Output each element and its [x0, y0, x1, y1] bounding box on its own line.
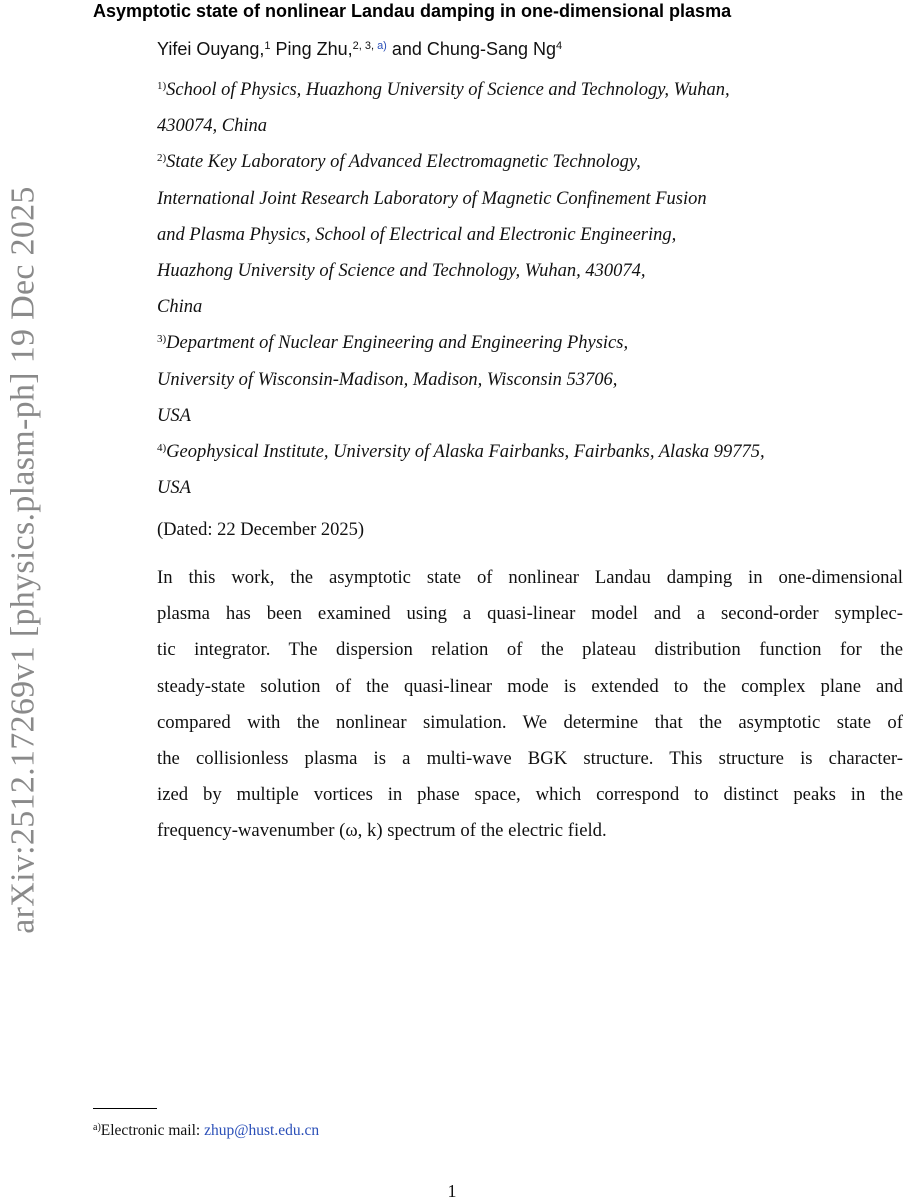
author-ouyang-affil: 1 — [264, 40, 271, 52]
footnote-label: Electronic mail: — [100, 1122, 201, 1139]
abstract-line: compared with the nonlinear simulation. We determine that the asymptotic state of — [157, 711, 903, 733]
author-ouyang: Yifei Ouyang, — [157, 39, 265, 59]
affiliation-mark: 1) — [157, 80, 167, 92]
affiliation-line: University of Wisconsin-Madison, Madison, Wisconsin 53706, — [157, 369, 618, 390]
paper-title: Asymptotic state of nonlinear Landau damping in one-dimensional plasma — [93, 1, 732, 21]
arxiv-stamp — [2, 180, 46, 940]
author-conjunction: and — [391, 39, 422, 59]
arxiv-stamp-text: arXiv:2512.17269v1 [physics.plasm-ph] 19 Dec 2025 — [5, 186, 43, 934]
email-link[interactable]: zhup@hust.edu.cn — [204, 1122, 320, 1139]
affiliation-line: $^{2)}$State Key Laboratory of Advanced Electromagnetic Technology, — [157, 152, 641, 173]
date-line: (Dated: 22 December 2025) — [157, 520, 365, 540]
affiliation-line: $^{1)}$School of Physics, Huazhong University of Science and Technology, Wuhan, — [157, 80, 730, 100]
abstract-line: tic integrator. The dispersion relation of the plateau distribution function for the — [157, 639, 903, 661]
abstract-line: plasma has been examined using a quasi-linear model and a second-order symplec- — [157, 603, 903, 625]
abstract-line: steady-state solution of the quasi-linear mode is extended to the complex plane and — [157, 675, 903, 697]
author-zhu-affil: 2, 3, — [352, 40, 374, 52]
footnote — [93, 1121, 793, 1141]
affiliation-line: China — [157, 297, 203, 318]
author-list — [157, 38, 897, 60]
footnote-mark: a) — [93, 1122, 101, 1133]
abstract — [157, 560, 903, 850]
affiliation-mark: 3) — [157, 333, 167, 346]
affiliation-line: USA — [157, 478, 191, 499]
affiliation-line: Huazhong University of Science and Technology, Wuhan, 430074, — [157, 261, 646, 282]
author-ng: Chung-Sang Ng — [426, 39, 557, 59]
affiliation-line: International Joint Research Laboratory of Magnetic Confinement Fusion — [157, 188, 707, 209]
footnote-divider — [93, 1108, 157, 1109]
author-zhu: Ping Zhu, — [275, 39, 353, 59]
abstract-line: frequency-wavenumber (ω, k) spectrum of the electric field. — [157, 820, 607, 842]
abstract-line: ized by multiple vortices in phase space, which correspond to distinct peaks in the — [157, 784, 903, 806]
affiliation-mark: 2) — [157, 152, 167, 165]
author-zhu-footnote-link[interactable]: a) — [377, 40, 387, 52]
page-number: 1 — [447, 1181, 457, 1201]
author-ng-affil: 4 — [556, 40, 563, 52]
affiliations — [157, 72, 897, 506]
affiliation-line: USA — [157, 405, 191, 426]
affiliation-line: and Plasma Physics, School of Electrical and Electronic Engineering, — [157, 224, 677, 245]
affiliation-line: $^{4)}$Geophysical Institute, University of Alaska Fairbanks, Fairbanks, Alaska 99775, — [157, 442, 765, 463]
abstract-line: In this work, the asymptotic state of nonlinear Landau damping in one-dimensional — [157, 567, 903, 588]
affiliation-mark: 4) — [157, 442, 167, 455]
affiliation-line: 430074, China — [157, 116, 267, 137]
affiliation-line: $^{3)}$Department of Nuclear Engineering and Engineering Physics, — [157, 333, 629, 354]
abstract-line: the collisionless plasma is a multi-wave BGK structure. This structure is character- — [157, 748, 903, 770]
